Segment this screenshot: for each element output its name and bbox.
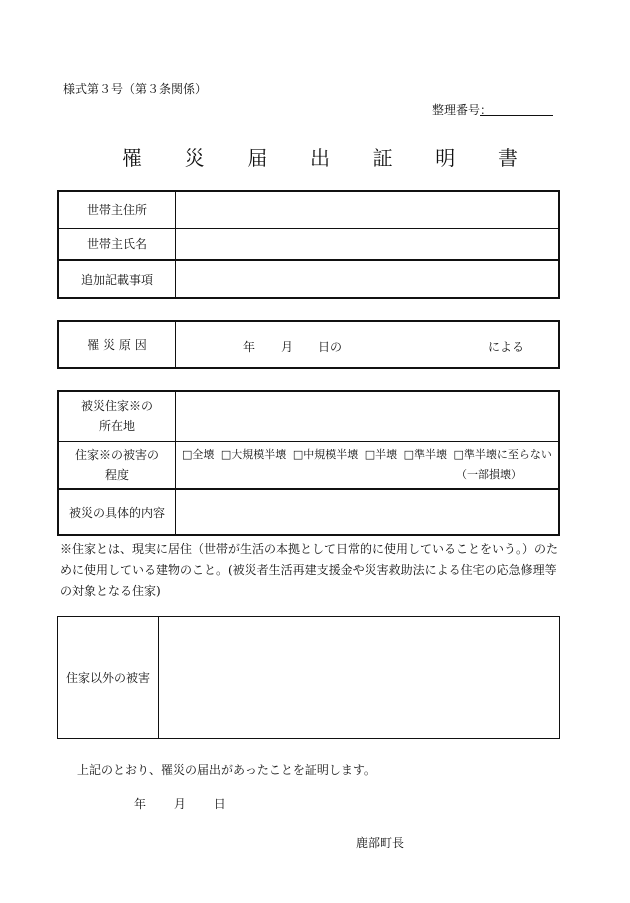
option-half-destruction[interactable]: □半壊 xyxy=(364,447,398,461)
form-reference: 様式第３号（第３条関係） xyxy=(63,82,208,96)
damage-degree-label-line2: 程度 xyxy=(104,467,129,482)
issue-month-label: 月 xyxy=(173,797,186,811)
household-address-label: 世帯主住所 xyxy=(58,191,176,228)
damage-detail-field[interactable] xyxy=(176,489,560,535)
other-damage-table xyxy=(57,616,560,739)
option-medium-scale-half[interactable]: □中規模半壊 xyxy=(292,447,359,461)
title-char: 証 xyxy=(372,146,393,170)
issue-year-label: 年 xyxy=(134,797,147,811)
cause-table xyxy=(57,320,560,369)
additional-items-field[interactable] xyxy=(176,260,560,298)
title-char: 罹 xyxy=(122,146,142,170)
other-damage-label: 住家以外の被害 xyxy=(58,617,159,739)
option-large-scale-half[interactable]: □大規模半壊 xyxy=(220,447,287,461)
cause-field[interactable] xyxy=(176,321,560,368)
cause-label: 罹 災 原 因 xyxy=(58,321,176,368)
title-char: 明 xyxy=(435,146,456,170)
household-name-label: 世帯主氏名 xyxy=(58,228,176,260)
title-char: 届 xyxy=(247,146,268,170)
household-address-field[interactable] xyxy=(176,191,560,228)
partial-damage-note: （一部損壊） xyxy=(456,467,522,481)
option-total-destruction[interactable]: □全壊 xyxy=(182,447,215,461)
title-char: 災 xyxy=(184,146,205,170)
issue-day-label: 日 xyxy=(213,797,226,811)
cause-day-label: 日の xyxy=(318,340,343,354)
damage-location-label xyxy=(58,391,176,441)
cause-month-label: 月 xyxy=(281,340,294,354)
damage-degree-options xyxy=(176,441,560,489)
damage-detail-label: 被災の具体的内容 xyxy=(58,489,176,535)
option-semi-half[interactable]: □準半壊 xyxy=(403,447,448,461)
damage-table xyxy=(57,390,560,536)
other-damage-field[interactable] xyxy=(159,617,560,739)
additional-items-label: 追加記載事項 xyxy=(58,260,176,298)
damage-location-label-line2: 所在地 xyxy=(98,419,135,434)
cause-year-label: 年 xyxy=(243,340,256,354)
option-below-semi-half[interactable]: □準半壊に至らない xyxy=(453,447,552,461)
damage-location-label-line1: 被災住家※の xyxy=(80,399,153,414)
damage-location-field[interactable] xyxy=(176,391,560,441)
household-table xyxy=(57,190,560,299)
household-name-field[interactable] xyxy=(176,228,560,260)
document-title xyxy=(120,142,520,171)
damage-degree-label-line1: 住家※の被害の xyxy=(74,447,159,462)
certification-statement: 上記のとおり、罹災の届出があったことを証明します。 xyxy=(77,763,376,777)
registration-number-label: 整理番号： xyxy=(432,103,493,117)
title-char: 出 xyxy=(309,146,330,170)
damage-degree-label xyxy=(58,441,176,489)
registration-number-field[interactable] xyxy=(480,115,553,116)
title-char: 書 xyxy=(497,146,518,170)
cause-by-label: による xyxy=(488,340,525,354)
issuer-name: 鹿部町長 xyxy=(356,836,405,850)
residence-note: ※住家とは、現実に居住（世帯が生活の本拠として日常的に使用していることをいう。）のために使用している建物のこと。(被災者生活再建支援金や災害救助法による住宅の応急修理等の対象となる住家) xyxy=(60,542,559,598)
issue-date xyxy=(134,795,226,812)
